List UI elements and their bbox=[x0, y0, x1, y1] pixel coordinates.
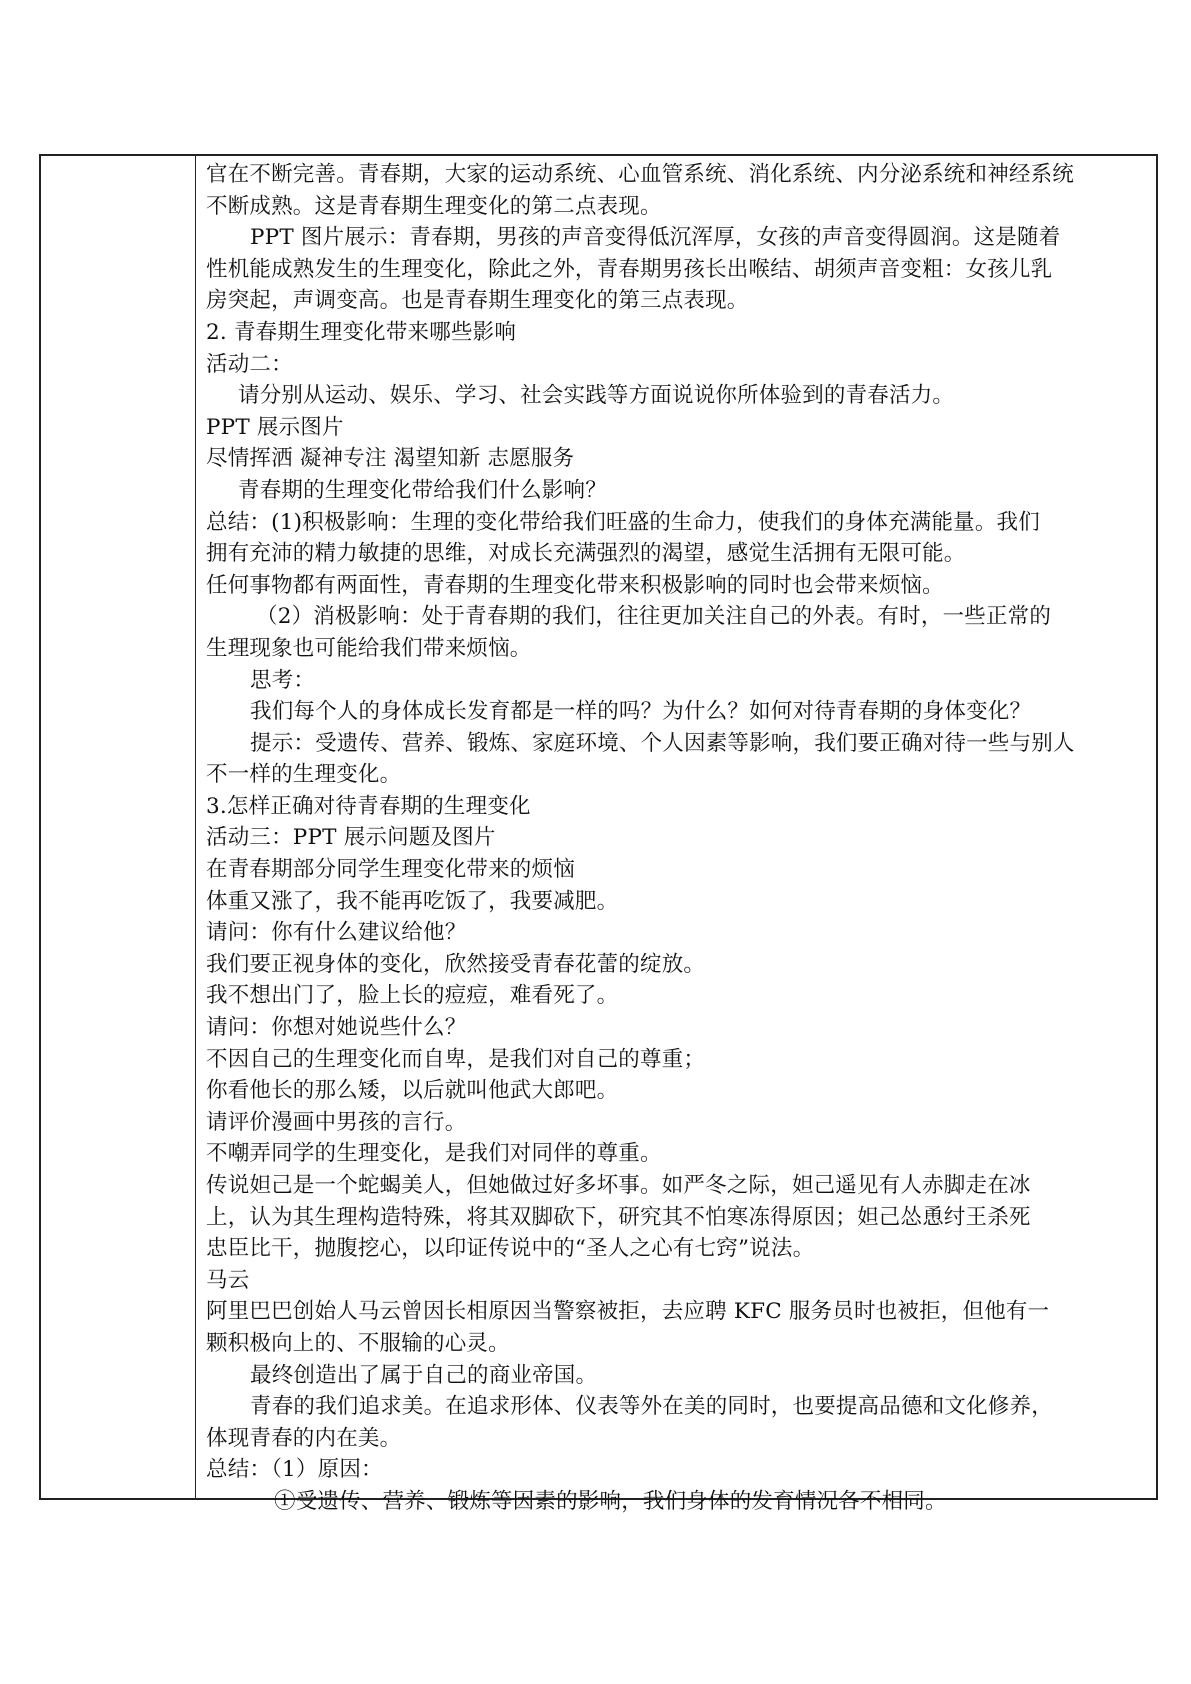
text-line: 提示：受遗传、营养、锻炼、家庭环境、个人因素等影响，我们要正确对待一些与别人 bbox=[250, 730, 1075, 756]
text-line: 最终创造出了属于自己的商业帝国。 bbox=[250, 1362, 598, 1388]
text-line: 拥有充沛的精力敏捷的思维，对成长充满强烈的渴望，感觉生活拥有无限可能。 bbox=[206, 541, 966, 567]
text-line: 我们要正视身体的变化，欣然接受青春花蕾的绽放。 bbox=[206, 951, 706, 977]
text-line: 3.怎样正确对待青春期的生理变化 bbox=[206, 793, 531, 819]
text-line: 任何事物都有两面性，青春期的生理变化带来积极影响的同时也会带来烦恼。 bbox=[206, 572, 944, 598]
text-line: 我们每个人的身体成长发育都是一样的吗？为什么？如何对待青春期的身体变化？ bbox=[250, 699, 1032, 725]
text-line: 生理现象也可能给我们带来烦恼。 bbox=[206, 635, 532, 661]
text-line: 青春的我们追求美。在追求形体、仪表等外在美的同时，也要提高品德和文化修养， bbox=[250, 1394, 1053, 1420]
text-line: 阿里巴巴创始人马云曾因长相原因当警察被拒，去应聘 KFC 服务员时也被拒，但他有一 bbox=[206, 1299, 1050, 1325]
text-line: 活动二： bbox=[206, 351, 293, 377]
text-line: 在青春期部分同学生理变化带来的烦恼 bbox=[206, 857, 575, 883]
text-line: 请分别从运动、娱乐、学习、社会实践等方面说说你所体验到的青春活力。 bbox=[238, 383, 955, 409]
text-line: 尽情挥洒 凝神专注 渴望知新 志愿服务 bbox=[206, 446, 575, 472]
text-line: 请评价漫画中男孩的言行。 bbox=[206, 1109, 467, 1135]
text-line: PPT 图片展示：青春期，男孩的声音变得低沉浑厚，女孩的声音变得圆润。这是随着 bbox=[250, 225, 1061, 251]
text-line: 青春期的生理变化带给我们什么影响？ bbox=[238, 477, 607, 503]
text-line: ①受遗传、营养、锻炼等因素的影响，我们身体的发育情况各不相同。 bbox=[274, 1488, 947, 1514]
text-line: 请问：你有什么建议给他？ bbox=[206, 920, 467, 946]
text-line: 不嘲弄同学的生理变化，是我们对同伴的尊重。 bbox=[206, 1141, 662, 1167]
text-line: 请问：你想对她说些什么？ bbox=[206, 1015, 467, 1041]
left-column-cell bbox=[41, 156, 196, 1498]
text-line: 上，认为其生理构造特殊，将其双脚砍下，研究其不怕寒冻得原因；妲己怂恿纣王杀死 bbox=[206, 1204, 1031, 1230]
text-line: 不断成熟。这是青春期生理变化的第二点表现。 bbox=[206, 193, 662, 219]
text-line: 我不想出门了，脸上长的痘痘，难看死了。 bbox=[206, 983, 619, 1009]
text-line: 传说妲己是一个蛇蝎美人，但她做过好多坏事。如严冬之际，妲己遥见有人赤脚走在冰 bbox=[206, 1173, 1031, 1198]
text-line: 性机能成熟发生的生理变化，除此之外，青春期男孩长出喉结、胡须声音变粗：女孩儿乳 bbox=[206, 256, 1053, 282]
text-line: 总结：(1)积极影响：生理的变化带给我们旺盛的生命力，使我们的身体充满能量。我们 bbox=[206, 509, 1040, 535]
text-line: 颗积极向上的、不服输的心灵。 bbox=[206, 1330, 510, 1356]
text-line: 你看他长的那么矮，以后就叫他武大郎吧。 bbox=[206, 1078, 619, 1104]
text-line: 不因自己的生理变化而自卑，是我们对自己的尊重； bbox=[206, 1046, 706, 1072]
text-line: 总结：（1）原因： bbox=[206, 1457, 383, 1483]
text-line: 思考： bbox=[250, 667, 316, 693]
text-line: 体重又涨了，我不能再吃饭了，我要减肥。 bbox=[206, 888, 619, 914]
text-line: （2）消极影响：处于青春期的我们，往往更加关注自己的外表。有时，一些正常的 bbox=[256, 604, 1052, 630]
document-table bbox=[39, 154, 1158, 1514]
text-line: 体现青春的内在美。 bbox=[206, 1425, 402, 1451]
text-line: 不一样的生理变化。 bbox=[206, 762, 402, 788]
text-line: 马云 bbox=[206, 1267, 250, 1293]
text-line: 官在不断完善。青春期，大家的运动系统、心血管系统、消化系统、内分泌系统和神经系统 bbox=[206, 162, 1075, 187]
text-line: 房突起，声调变高。也是青春期生理变化的第三点表现。 bbox=[206, 288, 749, 314]
text-line: 活动三：PPT 展示问题及图片 bbox=[206, 825, 496, 851]
text-line: 2. 青春期生理变化带来哪些影响 bbox=[206, 319, 517, 345]
text-line: 忠臣比干，抛腹挖心，以印证传说中的“圣人之心有七窍”说法。 bbox=[206, 1236, 815, 1262]
content-cell bbox=[196, 156, 1156, 1514]
text-line: PPT 展示图片 bbox=[206, 414, 344, 440]
